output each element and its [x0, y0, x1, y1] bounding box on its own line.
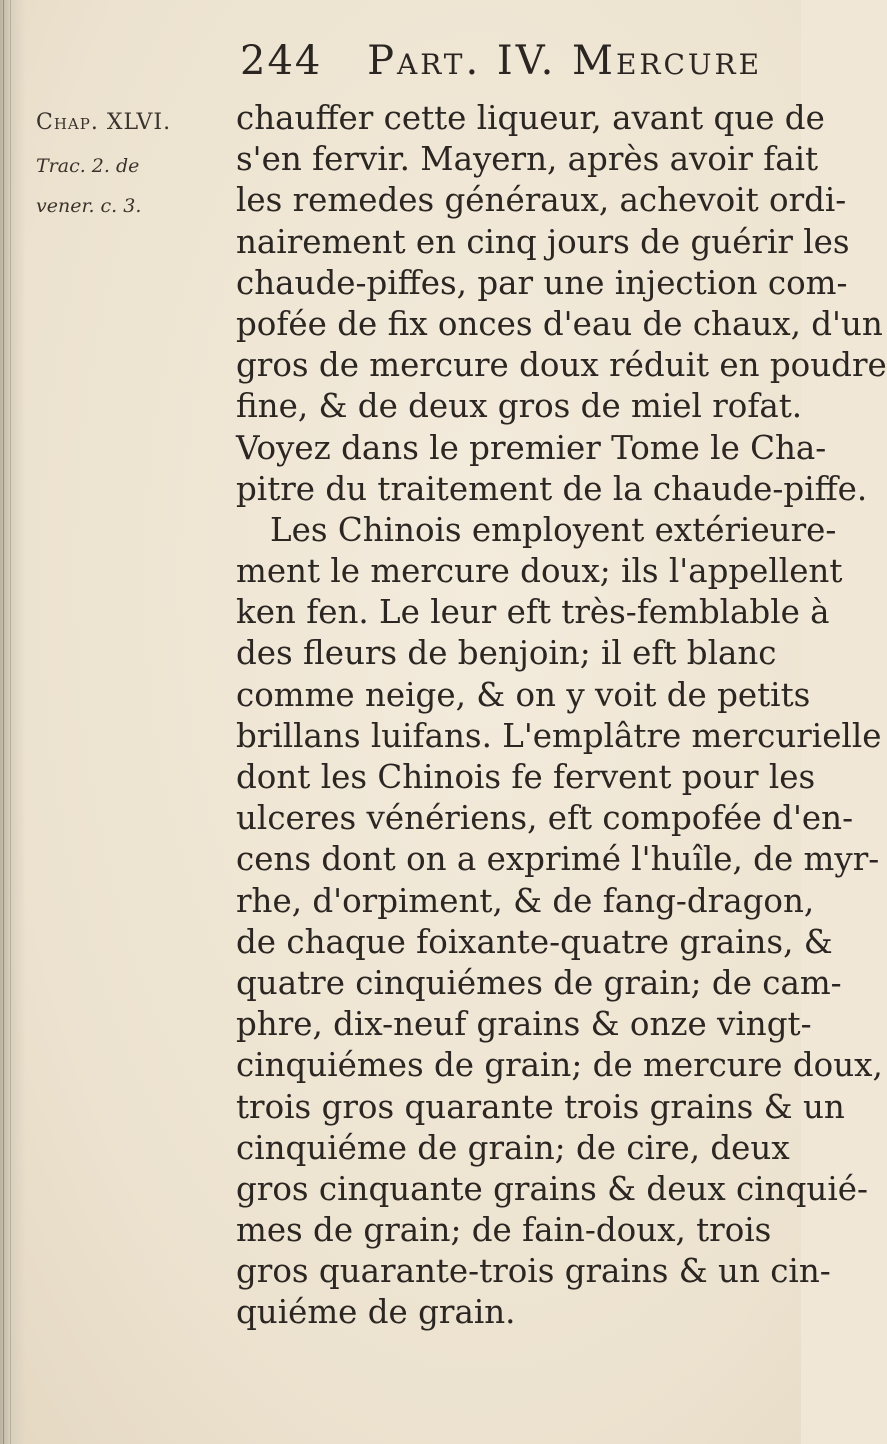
text-line: Voyez dans le premier Tome le Cha- — [236, 428, 827, 467]
text-line: quiéme de grain. — [236, 1293, 516, 1332]
paragraph-start-line: Les Chinois employent extérieure- — [270, 510, 837, 549]
text-line: trois gros quarante trois grains & un — [236, 1087, 845, 1126]
margin-note-chapter: Chap. XLVI. — [36, 110, 172, 135]
gutter-line — [3, 0, 4, 1444]
text-line: cens dont on a exprimé l'huîle, de myr- — [236, 840, 880, 879]
text-line: phre, dix-neuf grains & onze vingt- — [236, 1005, 812, 1044]
text-line: nairement en cinq jours de guérir les — [236, 222, 850, 261]
text-line: cinquiémes de grain; de mercure doux, — [236, 1046, 883, 1085]
gutter-line — [10, 0, 11, 1444]
text-line: ment le mercure doux; ils l'appellent — [236, 552, 843, 591]
text-line: comme neige, & on y voit de petits — [236, 675, 811, 714]
margin-note-subject: vener. c. 3. — [36, 195, 142, 217]
text-line: chauffer cette liqueur, avant que de — [236, 99, 825, 137]
text-line: cinquiéme de grain; de cire, deux — [236, 1128, 790, 1167]
text-line: des fleurs de benjoin; il eft blanc — [236, 634, 777, 673]
text-line: rhe, d'orpiment, & de fang-dragon, — [236, 881, 815, 920]
page-number: 244 — [240, 38, 323, 84]
text-line: pofée de fix onces d'eau de chaux, d'un — [236, 304, 883, 343]
text-line: gros cinquante grains & deux cinquié- — [236, 1169, 868, 1208]
running-title: Part. IV. Mercure — [367, 38, 763, 84]
running-header — [240, 38, 763, 84]
text-line: gros quarante-trois grains & un cin- — [236, 1252, 831, 1291]
text-line: brillans luifans. L'emplâtre mercurielle — [236, 716, 882, 755]
text-line: gros de mercure doux réduit en poudre — [236, 346, 887, 385]
text-line: ken fen. Le leur eft très-femblable à — [236, 593, 830, 632]
text-line: les remedes généraux, achevoit ordi- — [236, 181, 847, 220]
text-line: s'en fervir. Mayern, après avoir fait — [236, 140, 819, 179]
text-line: dont les Chinois fe fervent pour les — [236, 758, 816, 796]
body-text — [236, 98, 887, 1334]
text-line: mes de grain; de fain-doux, trois — [236, 1211, 772, 1250]
text-line: ulceres vénériens, eft compofée d'en- — [236, 799, 854, 838]
text-line: fine, & de deux gros de miel rofat. — [236, 387, 803, 426]
margin-note-treatise: Trac. 2. de — [36, 155, 140, 177]
text-line: de chaque foixante-quatre grains, & — [236, 922, 833, 961]
text-line: pitre du traitement de la chaude-piffe. — [236, 469, 868, 508]
text-line: chaude-piffes, par une injection com- — [236, 263, 848, 302]
text-line: quatre cinquiémes de grain; de cam- — [236, 963, 842, 1002]
